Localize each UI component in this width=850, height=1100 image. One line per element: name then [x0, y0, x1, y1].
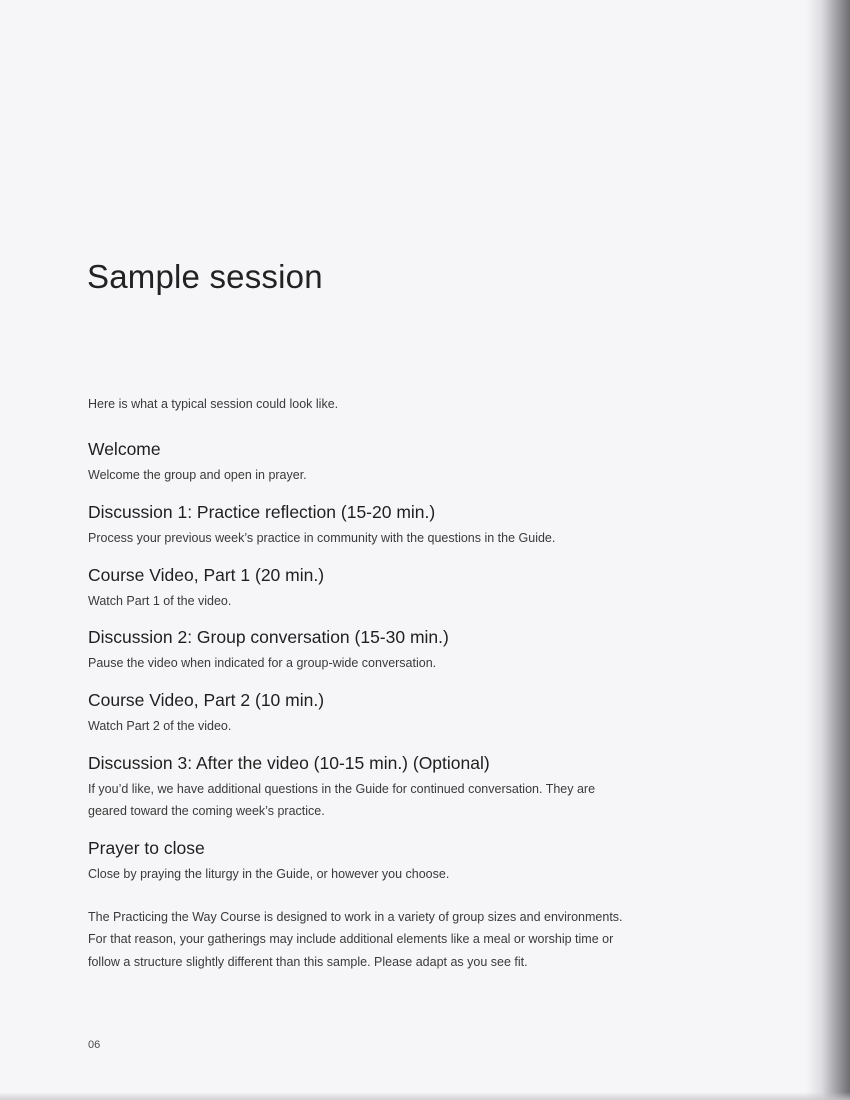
section-heading: Prayer to close	[88, 837, 205, 858]
section-discussion-2	[88, 624, 628, 687]
section-heading: Course Video, Part 1 (20 min.)	[88, 564, 325, 585]
section-discussion-1	[88, 499, 628, 562]
intro-text: Here is what a typical session could look like.	[88, 397, 339, 411]
section-heading: Discussion 3: After the video (10-15 min.) (Optional)	[88, 752, 490, 773]
section-description: Welcome the group and open in prayer.	[88, 468, 307, 482]
section-description: Watch Part 2 of the video.	[88, 719, 232, 734]
section-description: Pause the video when indicated for a group-wide conversation.	[88, 656, 437, 671]
section-welcome	[88, 436, 628, 499]
section-description: Close by praying the liturgy in the Guide, or however you choose.	[88, 866, 450, 881]
closing-paragraph: The Practicing the Way Course is designed to work in a variety of group sizes and environments. For that reason, your gatherings may include additional elements like a meal or worship time or follow a structure slightly different than this sample. Please adapt as you see fit.	[88, 910, 623, 969]
section-discussion-3	[88, 750, 628, 835]
page-gutter-shadow	[806, 0, 850, 1100]
section-course-video-part-1	[88, 562, 628, 625]
page-bottom-edge	[0, 1092, 850, 1100]
page-title: Sample session	[87, 258, 323, 295]
section-description: If you’d like, we have additional questions in the Guide for continued conversation. They are geared toward the coming week’s practice.	[88, 781, 596, 818]
section-heading: Course Video, Part 2 (10 min.)	[88, 690, 325, 711]
session-sections	[88, 436, 628, 898]
section-description: Process your previous week’s practice in community with the questions in the Guide.	[88, 530, 556, 545]
section-prayer-to-close	[88, 835, 628, 898]
page-number: 06	[88, 1039, 101, 1051]
section-heading: Discussion 1: Practice reflection (15-20 min.)	[88, 501, 436, 522]
section-course-video-part-2	[88, 687, 628, 750]
section-description: Watch Part 1 of the video.	[88, 593, 232, 608]
section-heading: Welcome	[88, 439, 161, 459]
section-heading: Discussion 2: Group conversation (15-30 min.)	[88, 627, 449, 648]
